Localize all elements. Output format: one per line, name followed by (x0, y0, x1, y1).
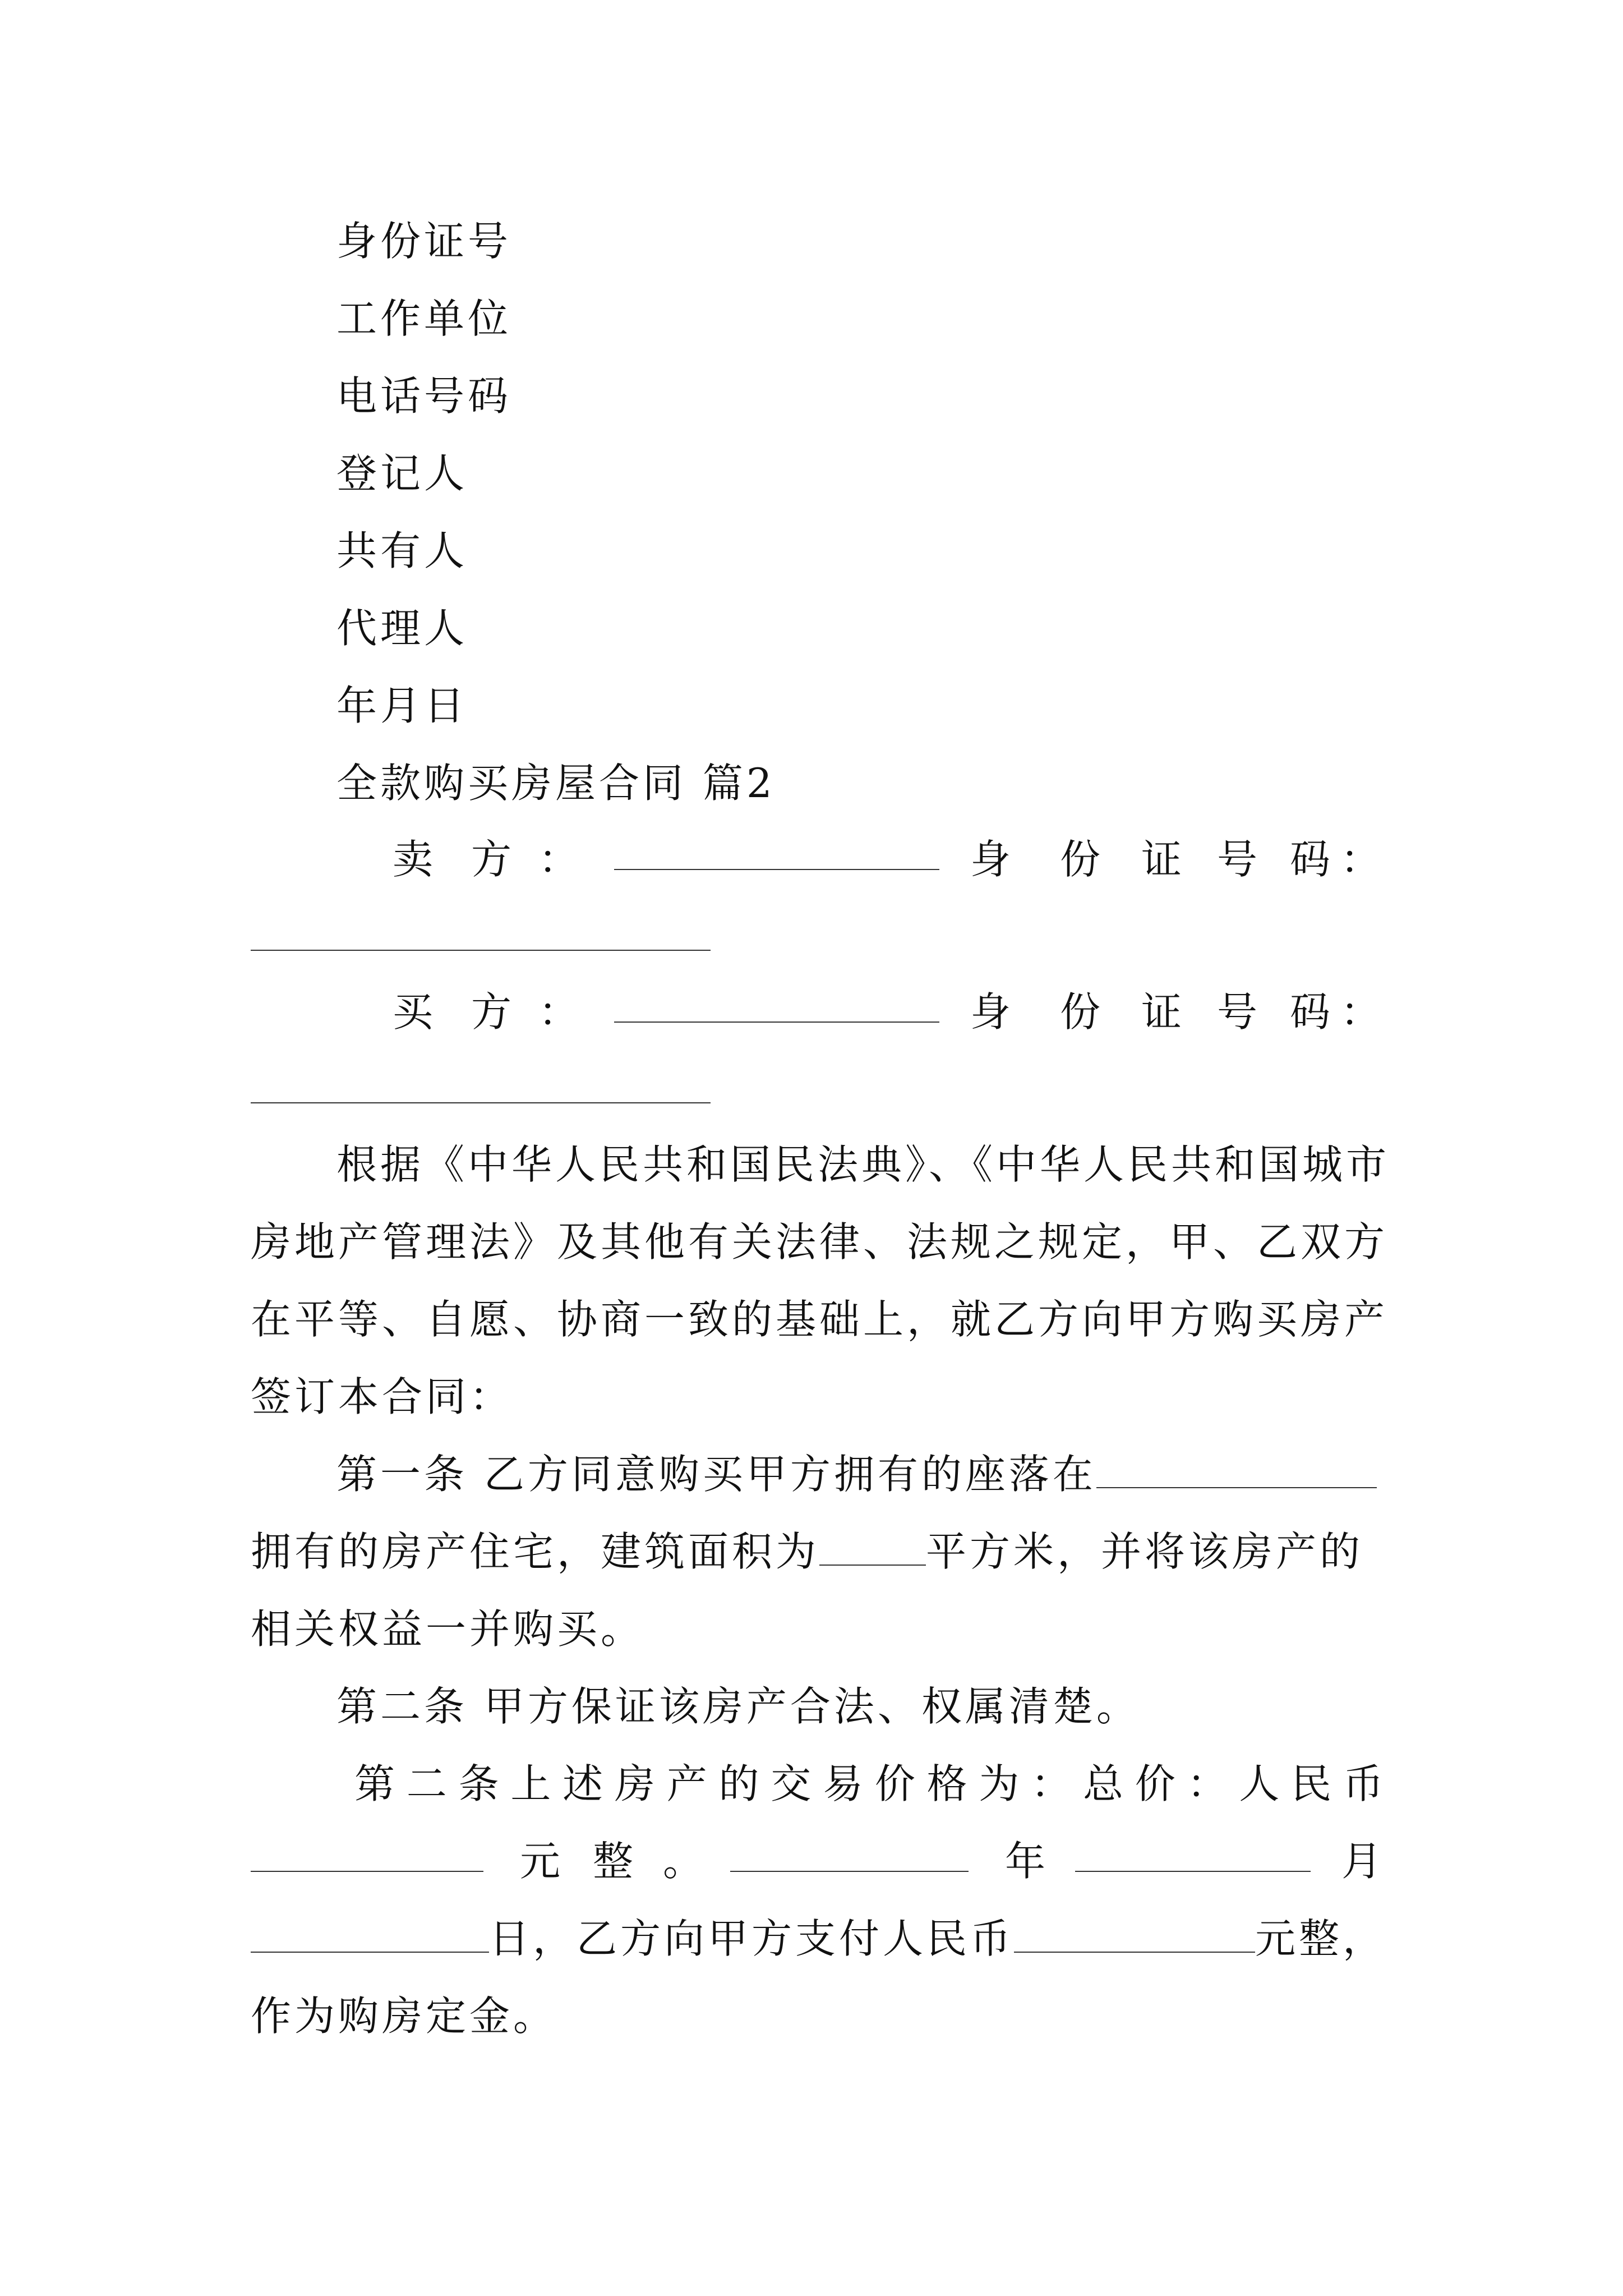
buyer-id-char: 证 (1141, 988, 1182, 1036)
seller-id-char: 码 (1290, 836, 1331, 883)
seller-label-char: 方 (471, 836, 512, 883)
article3-char: 。 (663, 1838, 704, 1885)
article3-char: 整 (593, 1838, 634, 1885)
buyer-id-char: 号 (1217, 988, 1258, 1036)
field-co-owner: 共有人 (336, 527, 468, 574)
article1-text: 平方米，并将该房产的 (926, 1528, 1364, 1575)
seller-id-char: 证 (1141, 836, 1182, 883)
article3-char: 币 (1343, 1760, 1384, 1807)
article3-char: 总 (1082, 1760, 1123, 1807)
article3-char: 价 (1135, 1760, 1175, 1807)
location-blank (1096, 1452, 1377, 1488)
article2: 第二条 甲方保证该房产合法、权属清楚。 (336, 1683, 1140, 1730)
preamble-line: 在平等、自愿、协商一致的基础上，就乙方向甲方购买房产 (251, 1296, 1389, 1343)
seller-id-char: 号 (1217, 836, 1258, 883)
buyer-id-blank (251, 1102, 711, 1103)
seller-id-blank (251, 950, 711, 951)
field-agent: 代理人 (336, 605, 468, 652)
article3-char: 交 (771, 1760, 811, 1807)
article3-char: ： (1187, 1760, 1228, 1807)
article3-char: 上 (510, 1760, 551, 1807)
article3-text: 元整， (1255, 1915, 1387, 1962)
seller-id-colon: ： (1340, 836, 1381, 883)
article3-char: 价 (874, 1760, 915, 1807)
year-label: 年 (1005, 1838, 1046, 1885)
article3-text: 日，乙方向甲方支付人民币 (489, 1915, 1015, 1962)
seller-name-blank (614, 834, 939, 870)
article3-char: ： (1031, 1760, 1072, 1807)
preamble-line: 根据《中华人民共和国民法典》、《中华人民共和国城市 (336, 1141, 1390, 1188)
field-phone: 电话号码 (336, 372, 512, 420)
article1-text: 拥有的房产住宅，建筑面积为 (251, 1528, 820, 1575)
article3-char: 述 (562, 1760, 603, 1807)
article1-line1 (336, 1449, 1377, 1499)
month-blank (1075, 1836, 1311, 1872)
article3-char: 人 (1239, 1760, 1280, 1807)
year-blank (730, 1836, 969, 1872)
article1-line3: 相关权益一并购买。 (251, 1605, 645, 1653)
total-price-blank (251, 1836, 483, 1872)
field-id-number: 身份证号 (336, 218, 512, 265)
buyer-label-char: 方 (471, 988, 512, 1036)
buyer-id-char: 码 (1290, 988, 1331, 1036)
buyer-label-char: 买 (393, 988, 434, 1036)
article3-char: 民 (1291, 1760, 1332, 1807)
month-label: 月 (1341, 1838, 1382, 1885)
article3-char: 房 (614, 1760, 655, 1807)
article3-char: 为 (979, 1760, 1020, 1807)
article3-char: 易 (823, 1760, 864, 1807)
article3-line1 (354, 1759, 1384, 1809)
article3-char: 二 (406, 1760, 447, 1807)
article1-line2 (251, 1526, 1363, 1577)
deposit-blank (1014, 1917, 1255, 1953)
buyer-id-char: 份 (1060, 988, 1101, 1036)
article3-line4: 作为购房定金。 (251, 1993, 557, 2040)
seller-id-char: 身 (970, 836, 1011, 883)
article3-char: 产 (666, 1760, 707, 1807)
preamble-line: 房地产管理法》及其他有关法律、法规之规定，甲、乙双方 (251, 1218, 1389, 1266)
article3-line2 (251, 1836, 1384, 1887)
article1-text: 第一条 乙方同意购买甲方拥有的座落在 (336, 1451, 1096, 1498)
article3-char: 元 (520, 1838, 561, 1885)
article3-line3 (251, 1913, 1386, 1964)
section-title: 全款购买房屋合同 篇2 (336, 760, 776, 807)
field-date: 年月日 (336, 682, 468, 729)
article3-char: 条 (458, 1760, 499, 1807)
field-work-unit: 工作单位 (336, 295, 512, 342)
field-registrant: 登记人 (336, 450, 468, 497)
seller-id-char: 份 (1060, 836, 1101, 883)
day-blank (251, 1917, 489, 1953)
buyer-id-colon: ： (1340, 988, 1381, 1036)
area-blank (819, 1530, 926, 1566)
seller-colon: ： (538, 836, 579, 883)
buyer-name-blank (614, 987, 939, 1023)
preamble-line: 签订本合同： (251, 1373, 514, 1420)
seller-label-char: 卖 (393, 836, 434, 883)
article3-char: 的 (718, 1760, 759, 1807)
buyer-id-char: 身 (970, 988, 1011, 1036)
article3-char: 第 (354, 1760, 395, 1807)
buyer-colon: ： (538, 988, 579, 1036)
article3-char: 格 (926, 1760, 967, 1807)
